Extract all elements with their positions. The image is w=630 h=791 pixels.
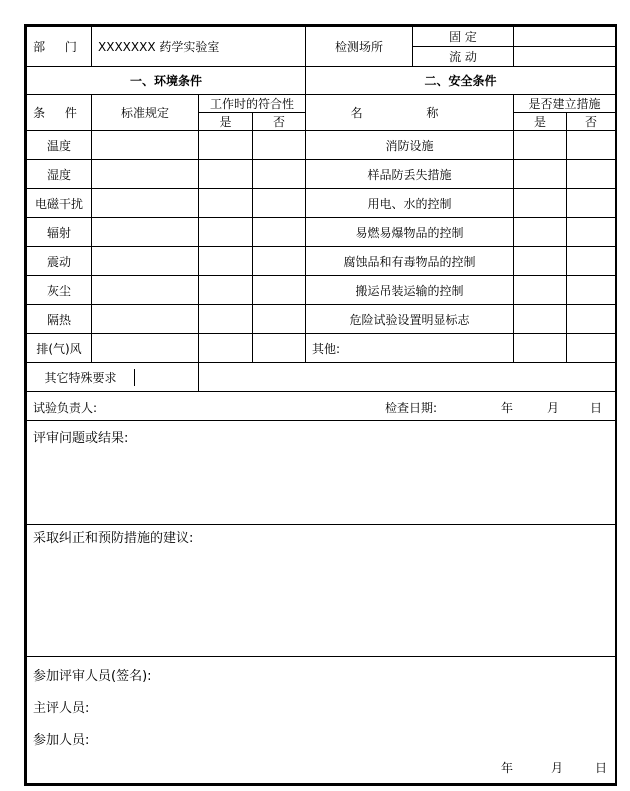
review-label: 评审问题或结果: [33, 431, 129, 446]
table-row [27, 305, 616, 334]
env-no-header: 否 [253, 113, 306, 131]
safety-no-cell[interactable] [567, 305, 616, 334]
tester-label: 试验负责人: [33, 401, 98, 415]
env-standard-cell[interactable] [92, 189, 199, 218]
safety-no-cell[interactable] [567, 247, 616, 276]
special-label: 其它特殊要求 [27, 369, 135, 386]
safety-section-title: 二、安全条件 [306, 67, 616, 95]
dept-value[interactable]: XXXXXXX 药学实验室 [92, 27, 306, 67]
col-condition: 条 件 [27, 95, 92, 131]
env-yes-cell[interactable] [199, 247, 253, 276]
safety-row-label: 腐蚀品和有毒物品的控制 [306, 247, 514, 276]
safety-yes-cell[interactable] [514, 305, 567, 334]
safety-no-cell[interactable] [567, 189, 616, 218]
env-row-label: 湿度 [27, 160, 92, 189]
mobile-label: 流 动 [413, 47, 514, 67]
env-no-cell[interactable] [253, 305, 306, 334]
env-standard-cell[interactable] [92, 276, 199, 305]
env-yes-cell[interactable] [199, 334, 253, 363]
safety-no-cell[interactable] [567, 218, 616, 247]
sign-year: 年 [501, 761, 514, 775]
env-yes-cell[interactable] [199, 218, 253, 247]
measures-label: 采取纠正和预防措施的建议: [33, 531, 194, 546]
form-table [26, 26, 616, 784]
env-row-label: 隔热 [27, 305, 92, 334]
fixed-label: 固 定 [413, 27, 514, 47]
safety-no-cell[interactable] [567, 276, 616, 305]
env-standard-cell[interactable] [92, 247, 199, 276]
col-measure: 是否建立措施 [514, 95, 616, 113]
env-yes-cell[interactable] [199, 305, 253, 334]
date-year: 年 [501, 401, 514, 415]
chief-label: 主评人员: [33, 701, 90, 716]
safety-no-cell[interactable] [567, 131, 616, 160]
date-month: 月 [547, 401, 560, 415]
safety-yes-header: 是 [514, 113, 567, 131]
check-date-label: 检查日期: [385, 401, 438, 415]
sign-day: 日 [595, 761, 608, 775]
env-standard-cell[interactable] [92, 334, 199, 363]
env-no-cell[interactable] [253, 334, 306, 363]
env-yes-header: 是 [199, 113, 253, 131]
special-field-rest[interactable] [199, 363, 616, 392]
table-row [27, 189, 616, 218]
env-yes-cell[interactable] [199, 276, 253, 305]
table-row [27, 247, 616, 276]
env-no-cell[interactable] [253, 160, 306, 189]
table-row [27, 160, 616, 189]
env-section-title: 一、环境条件 [27, 67, 306, 95]
table-row [27, 131, 616, 160]
env-row-label: 电磁干扰 [27, 189, 92, 218]
date-day: 日 [590, 401, 603, 415]
safety-no-header: 否 [567, 113, 616, 131]
env-no-cell[interactable] [253, 247, 306, 276]
review-area[interactable] [27, 421, 616, 525]
col-name: 名 称 [306, 95, 514, 131]
env-no-cell[interactable] [253, 218, 306, 247]
env-yes-cell[interactable] [199, 189, 253, 218]
inspection-form [24, 24, 617, 786]
safety-no-cell[interactable] [567, 334, 616, 363]
mobile-field[interactable] [514, 47, 616, 67]
safety-yes-cell[interactable] [514, 131, 567, 160]
safety-yes-cell[interactable] [514, 276, 567, 305]
safety-yes-cell[interactable] [514, 247, 567, 276]
sign-month: 月 [551, 761, 564, 775]
env-row-label: 辐射 [27, 218, 92, 247]
env-row-label: 灰尘 [27, 276, 92, 305]
measures-area[interactable] [27, 525, 616, 657]
safety-yes-cell[interactable] [514, 189, 567, 218]
safety-row-label: 易燃易爆物品的控制 [306, 218, 514, 247]
fixed-field[interactable] [514, 27, 616, 47]
member-label: 参加人员: [33, 733, 90, 748]
env-no-cell[interactable] [253, 276, 306, 305]
safety-row-label: 样品防丢失措施 [306, 160, 514, 189]
env-standard-cell[interactable] [92, 160, 199, 189]
participants-label: 参加评审人员(签名): [33, 669, 152, 684]
table-row [27, 218, 616, 247]
safety-row-label: 用电、水的控制 [306, 189, 514, 218]
env-yes-cell[interactable] [199, 160, 253, 189]
dept-label: 部 门 [27, 27, 92, 67]
safety-yes-cell[interactable] [514, 334, 567, 363]
env-no-cell[interactable] [253, 189, 306, 218]
env-standard-cell[interactable] [92, 131, 199, 160]
env-no-cell[interactable] [253, 131, 306, 160]
env-row-label: 震动 [27, 247, 92, 276]
participants-area[interactable] [27, 657, 616, 784]
safety-yes-cell[interactable] [514, 160, 567, 189]
env-row-label: 温度 [27, 131, 92, 160]
safety-row-label: 搬运吊装运输的控制 [306, 276, 514, 305]
col-compliance: 工作时的符合性 [199, 95, 306, 113]
site-label: 检测场所 [306, 27, 413, 67]
table-row [27, 334, 616, 363]
tester-date-row [27, 392, 616, 421]
special-field[interactable] [135, 369, 198, 386]
env-standard-cell[interactable] [92, 305, 199, 334]
safety-yes-cell[interactable] [514, 218, 567, 247]
special-requirements-row [27, 363, 199, 392]
safety-row-label: 危险试验设置明显标志 [306, 305, 514, 334]
safety-no-cell[interactable] [567, 160, 616, 189]
safety-other-label[interactable]: 其他: [306, 334, 514, 363]
env-row-label: 排(气)风 [27, 334, 92, 363]
env-standard-cell[interactable] [92, 218, 199, 247]
col-standard: 标准规定 [92, 95, 199, 131]
table-row [27, 276, 616, 305]
safety-row-label: 消防设施 [306, 131, 514, 160]
env-yes-cell[interactable] [199, 131, 253, 160]
